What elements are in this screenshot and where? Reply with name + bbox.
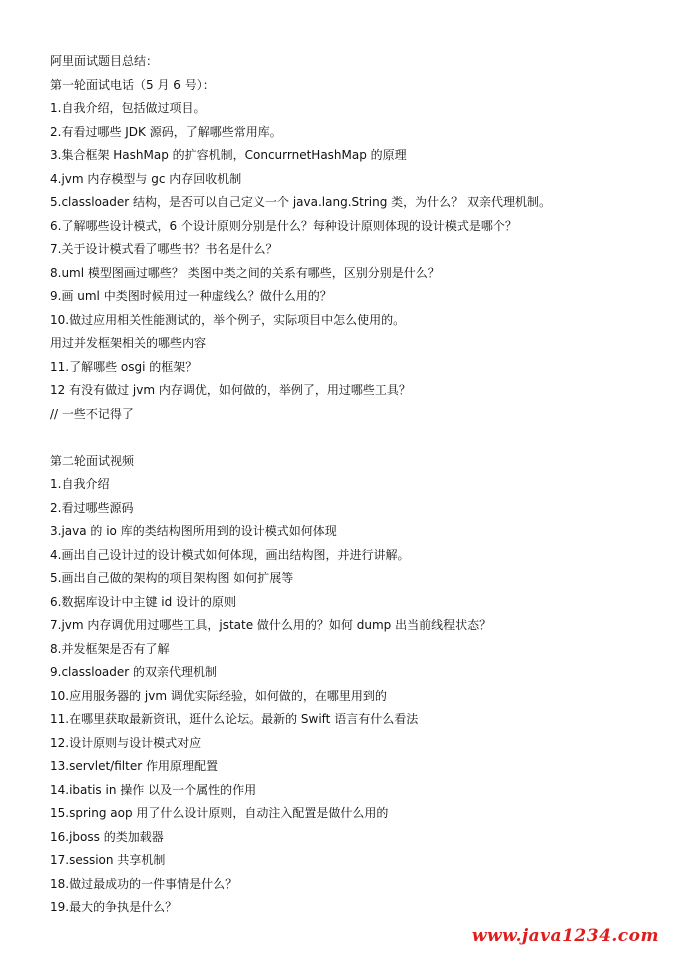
round2-item-1: 1.自我介绍	[50, 477, 110, 491]
round2-item-19: 19.最大的争执是什么？	[50, 900, 178, 914]
round2-item-18: 18.做过最成功的一件事情是什么？	[50, 876, 238, 891]
document-body	[50, 50, 650, 920]
site-watermark: www.java1234.com	[471, 926, 659, 946]
section-spacer	[50, 426, 650, 450]
round1-question-list	[50, 97, 650, 426]
round2-item-13: 13.servlet/filter 作用原理配置	[50, 759, 218, 773]
round1-heading: 第一轮面试电话（5 月 6 号）：	[50, 77, 215, 92]
round1-item-3: 3.集合框架 HashMap 的扩容机制，ConcurrnetHashMap 的原理	[50, 148, 407, 162]
round1-item-6: 6.了解哪些设计模式，6 个设计原则分别是什么？每种设计原则体现的设计模式是哪个？	[50, 218, 517, 233]
round1-item-11: 用过并发框架相关的哪些内容	[50, 336, 207, 350]
round2-item-6: 6.数据库设计中主键 id 设计的原则	[50, 594, 237, 609]
round2-item-11: 11.在哪里获取最新资讯，逛什么论坛。最新的 Swift 语言有什么看法	[50, 712, 419, 726]
round1-item-1: 1.自我介绍，包括做过项目。	[50, 101, 206, 115]
round2-heading: 第二轮面试视频	[50, 453, 135, 468]
round2-item-3: 3.java 的 io 库的类结构图所用到的设计模式如何体现	[50, 524, 337, 538]
round1-item-4: 4.jvm 内存模型与 gc 内存回收机制	[50, 171, 242, 186]
round2-item-4: 4.画出自己设计过的设计模式如何体现，画出结构图，并进行讲解。	[50, 547, 410, 562]
round2-item-2: 2.看过哪些源码	[50, 500, 134, 515]
round2-item-5: 5.画出自己做的架构的项目架构图 如何扩展等	[50, 571, 294, 585]
round1-item-10: 10.做过应用相关性能测试的，举个例子，实际项目中怎么使用的。	[50, 312, 406, 327]
round2-item-9: 9.classloader 的双亲代理机制	[50, 665, 218, 679]
round1-item-7: 7.关于设计模式看了哪些书？书名是什么？	[50, 242, 278, 256]
round2-item-14: 14.ibatis in 操作 以及一个属性的作用	[50, 782, 257, 797]
round1-item-14: // 一些不记得了	[50, 406, 134, 421]
round1-item-5: 5.classloader 结构，是否可以自己定义一个 java.lang.String 类，为什么？ 双亲代理机制。	[50, 195, 551, 209]
round1-item-12: 11.了解哪些 osgi 的框架？	[50, 359, 198, 374]
round2-question-list	[50, 473, 650, 920]
round1-item-2: 2.有看过哪些 JDK 源码，了解哪些常用库。	[50, 124, 282, 139]
round2-item-10: 10.应用服务器的 jvm 调优实际经验，如何做的，在哪里用到的	[50, 688, 387, 703]
document-title: 阿里面试题目总结：	[50, 54, 159, 68]
round1-item-13: 12 有没有做过 jvm 内存调优，如何做的，举例了，用过哪些工具？	[50, 383, 411, 397]
round1-item-9: 9.画 uml 中类图时候用过一种虚线么？做什么用的？	[50, 289, 332, 303]
round2-item-16: 16.jboss 的类加载器	[50, 829, 164, 844]
round2-item-17: 17.session 共享机制	[50, 853, 166, 867]
round2-item-7: 7.jvm 内存调优用过哪些工具，jstate 做什么用的？如何 dump 出当前线程状态？	[50, 618, 492, 632]
round2-item-15: 15.spring aop 用了什么设计原则，自动注入配置是做什么用的	[50, 806, 389, 820]
round2-item-8: 8.并发框架是否有了解	[50, 641, 170, 656]
round2-item-12: 12.设计原则与设计模式对应	[50, 735, 202, 750]
round1-item-8: 8.uml 模型图画过哪些？ 类图中类之间的关系有哪些，区别分别是什么？	[50, 265, 440, 280]
